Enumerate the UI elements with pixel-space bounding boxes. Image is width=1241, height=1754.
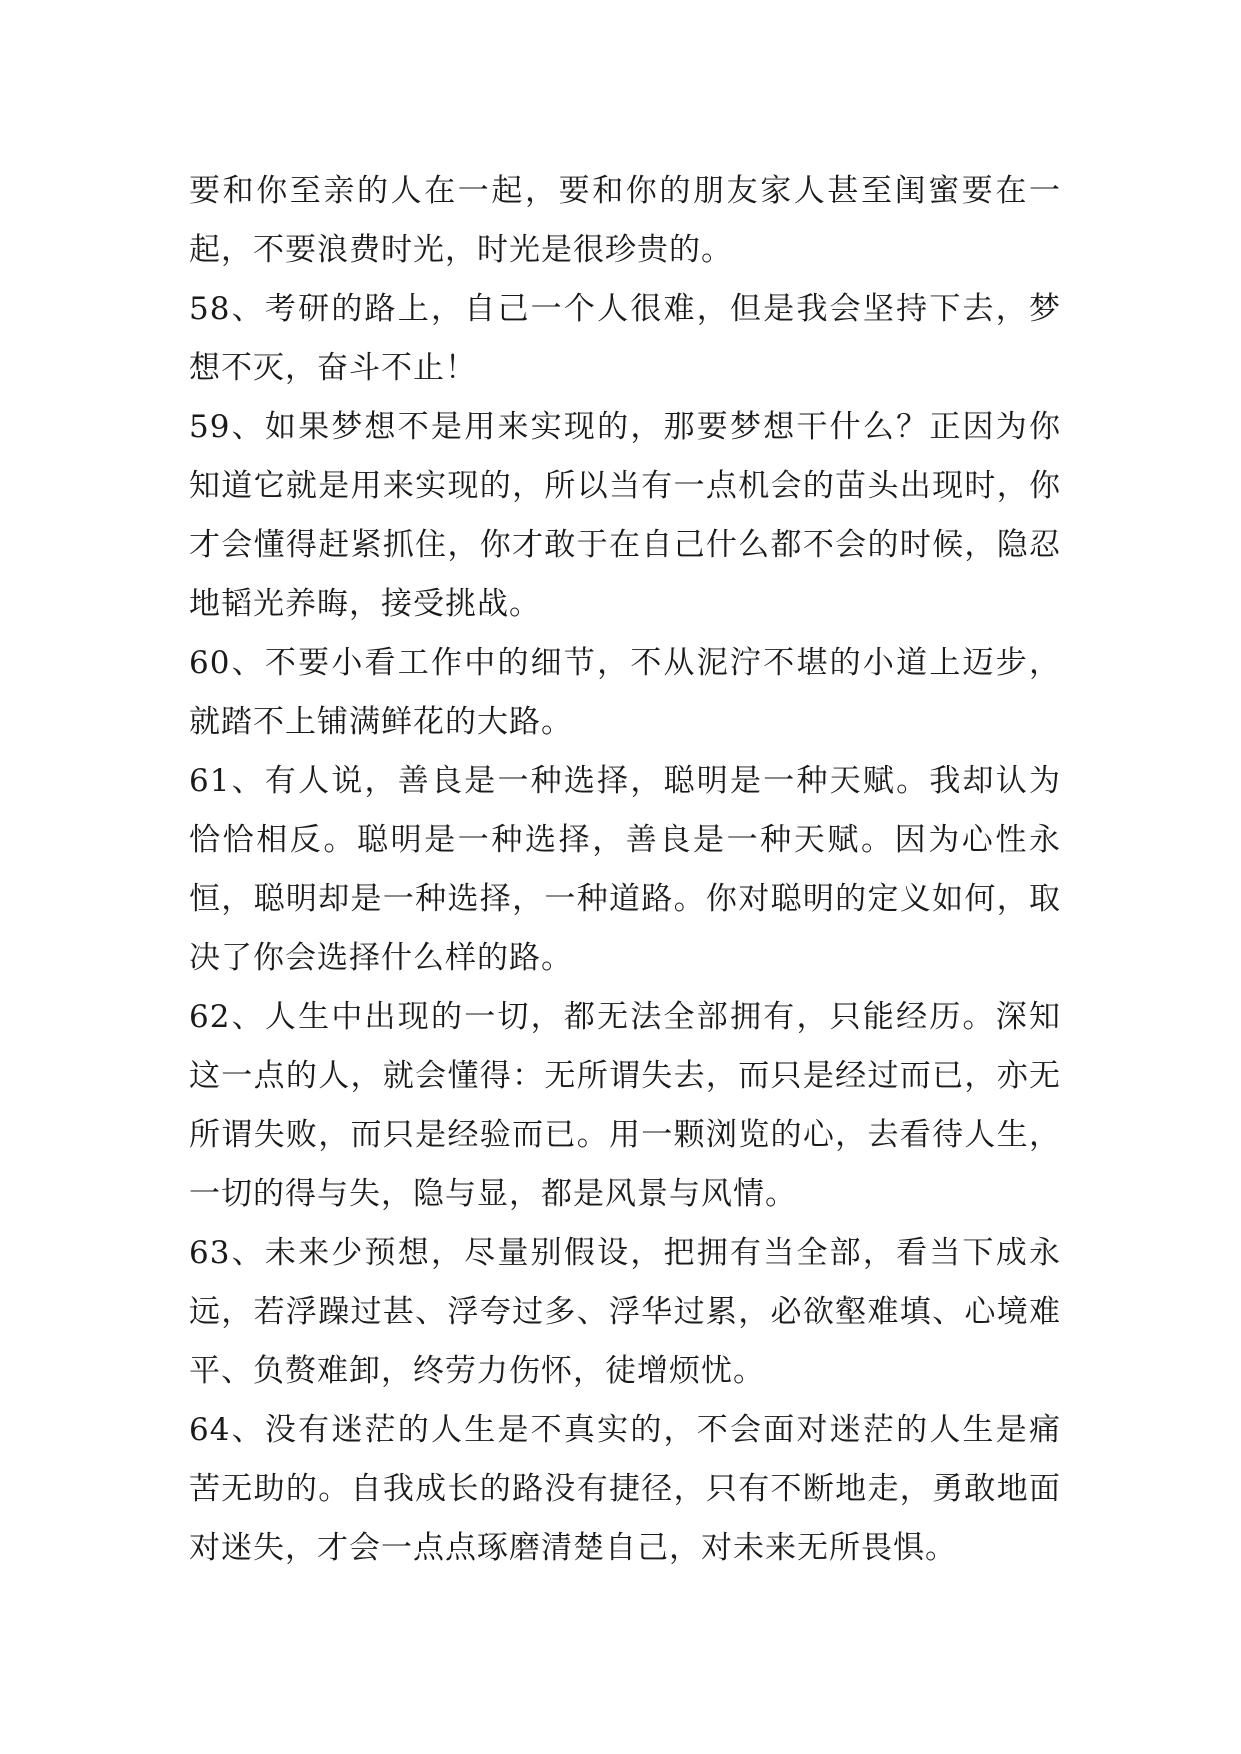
paragraph-59: 59、如果梦想不是用来实现的，那要梦想干什么？正因为你知道它就是用来实现的，所以当有一点机会的苗头出现时，你才会懂得赶紧抓住，你才敢于在自己什么都不会的时候，隐忍地韬光养晦，接受挑战。 (189, 409, 1061, 622)
paragraph-60: 60、不要小看工作中的细节，不从泥泞不堪的小道上迈步，就踏不上铺满鲜花的大路。 (189, 645, 1061, 740)
document-body (189, 162, 1061, 1578)
paragraph-continuation: 要和你至亲的人在一起，要和你的朋友家人甚至闺蜜要在一起，不要浪费时光，时光是很珍贵的。 (189, 173, 1061, 268)
paragraph-63: 63、未来少预想，尽量别假设，把拥有当全部，看当下成永远，若浮躁过甚、浮夸过多、浮华过累，必欲壑难填、心境难平、负赘难卸，终劳力伤怀，徒增烦忧。 (189, 1235, 1061, 1389)
paragraph-58: 58、考研的路上，自己一个人很难，但是我会坚持下去，梦想不灭，奋斗不止！ (189, 291, 1061, 386)
paragraph-61: 61、有人说，善良是一种选择，聪明是一种天赋。我却认为恰恰相反。聪明是一种选择，善良是一种天赋。因为心性永恒，聪明却是一种选择，一种道路。你对聪明的定义如何，取决了你会选择什么样的路。 (189, 763, 1061, 976)
paragraph-62: 62、人生中出现的一切，都无法全部拥有，只能经历。深知这一点的人，就会懂得：无所谓失去，而只是经过而已，亦无所谓失败，而只是经验而已。用一颗浏览的心，去看待人生，一切的得与失，隐与显，都是风景与风情。 (189, 999, 1061, 1212)
paragraph-64: 64、没有迷茫的人生是不真实的，不会面对迷茫的人生是痛苦无助的。自我成长的路没有捷径，只有不断地走，勇敢地面对迷失，才会一点点琢磨清楚自己，对未来无所畏惧。 (189, 1412, 1061, 1566)
